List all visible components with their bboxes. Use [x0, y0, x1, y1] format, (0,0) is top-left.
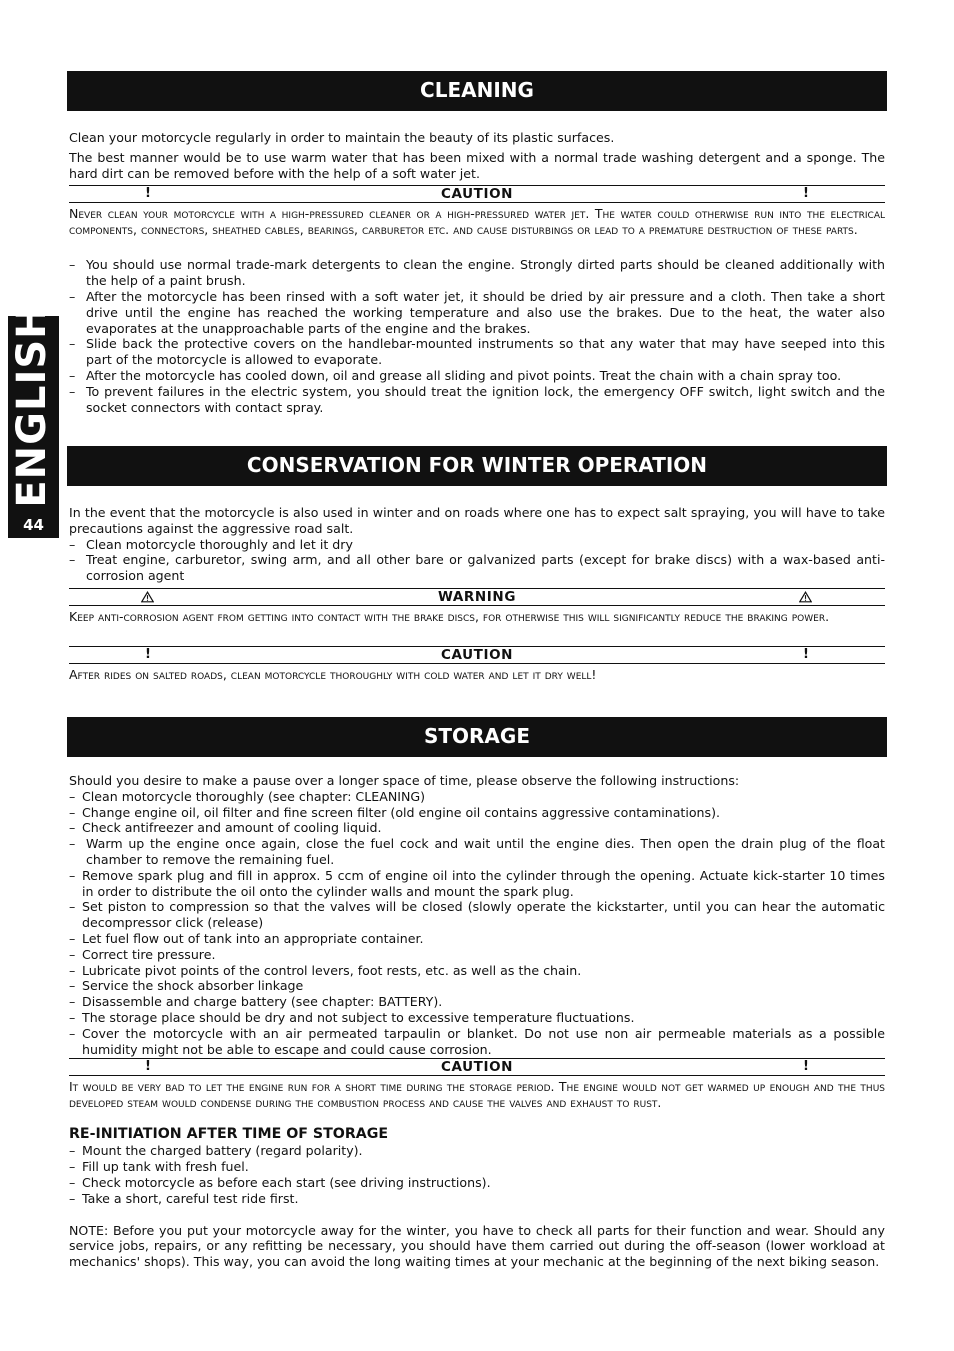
list-item: – Clean motorcycle thoroughly and let it dry [69, 537, 885, 553]
note-paragraph: NOTE: Before you put your motorcycle away for the winter, you have to check all parts for their function and wear. Should any service jobs, repairs, or any refitting be necessary, you should have them carried out during the off-season (lower workload at mechanics' shops). This way, you can avoid the long waiting times at your mechanic at the beginning of the next biking season. [69, 1222, 885, 1270]
winter-list [69, 537, 885, 584]
list-item: – Set piston to compression so that the valves will be closed (slowly operate the kickstarter, until you can hear the automatic decompressor click (release) [69, 899, 885, 931]
caution-bar [69, 646, 885, 664]
warning-triangle-icon [799, 591, 812, 603]
exclamation-icon: ! [145, 646, 151, 662]
paragraph: In the event that the motorcycle is also used in winter and on roads where one has to expect salt spraying, you will have to take precautions against the aggressive road salt. [69, 505, 885, 536]
caution-text: Never clean your motorcycle with a high-pressured cleaner or a high-pressured water jet. The water could otherwise run into the electrical components, connectors, sheathed cables, bearings, carburetor etc. and cause disturbings or lead to a premature destruction of these parts. [69, 206, 885, 238]
caution-bar [69, 1058, 885, 1076]
storage-section [69, 773, 885, 1270]
list-item: – Cover the motorcycle with an air permeated tarpaulin or blanket. Do not use non air permeable materials as a possible humidity might not be able to escape and could cause corrosion. [69, 1026, 885, 1058]
section-heading-storage: STORAGE [67, 717, 887, 757]
language-tab [8, 304, 59, 538]
warning-bar [69, 588, 885, 606]
list-item: – Remove spark plug and fill in approx. 5 ccm of engine oil into the cylinder through the opening. Actuate kick-starter 10 times in order to distribute the oil onto the cylinder walls and mount the spark plug. [69, 868, 885, 900]
list-item: – You should use normal trade-mark detergents to clean the engine. Strongly dirted parts should be cleaned additionally with the help of a paint brush. [69, 257, 885, 289]
language-label: ENGLISH [9, 304, 56, 508]
list-item: – Disassemble and charge battery (see chapter: BATTERY). [69, 994, 885, 1010]
caution-title: CAUTION [440, 1059, 514, 1076]
cleaning-list [69, 257, 885, 415]
exclamation-icon: ! [145, 186, 151, 202]
cleaning-section [69, 130, 885, 415]
exclamation-icon: ! [803, 186, 809, 202]
exclamation-icon: ! [145, 1059, 151, 1075]
list-item: – Mount the charged battery (regard polarity). [69, 1143, 885, 1159]
warning-triangle-icon [799, 589, 813, 603]
warning-text: Keep anti-corrosion agent from getting into contact with the brake discs, for otherwise this will significantly reduce the braking power. [69, 608, 830, 624]
list-item: – Check antifreezer and amount of cooling liquid. [69, 820, 885, 836]
winter-section [69, 505, 885, 683]
paragraph: The best manner would be to use warm water that has been mixed with a normal trade washing detergent and a sponge. The hard dirt can be removed before with the help of a soft water jet. [69, 149, 885, 181]
subheading-reinitiation: RE-INITIATION AFTER TIME OF STORAGE [69, 1126, 389, 1143]
paragraph: Should you desire to make a pause over a longer space of time, please observe the following instructions: [69, 773, 740, 788]
section-heading-cleaning: CLEANING [67, 71, 887, 111]
list-item: – After the motorcycle has cooled down, oil and grease all sliding and pivot points. Treat the chain with a chain spray too. [69, 368, 885, 384]
page-number: 44 [23, 516, 44, 534]
caution-title: CAUTION [440, 646, 514, 663]
paragraph: Clean your motorcycle regularly in order to maintain the beauty of its plastic surfaces. [69, 130, 615, 145]
section-heading-winter: CONSERVATION FOR WINTER OPERATION [67, 446, 887, 486]
list-item: – Warm up the engine once again, close the fuel cock and wait until the engine dies. Then open the drain plug of the float chamber to remove the remaining fuel. [69, 836, 885, 868]
caution-title: CAUTION [440, 186, 514, 203]
exclamation-icon: ! [803, 646, 809, 662]
list-item: – Check motorcycle as before each start (see driving instructions). [69, 1175, 885, 1191]
list-item: – Slide back the protective covers on the handlebar-mounted instruments so that any water that may have seeped into this part of the motorcycle is allowed to evaporate. [69, 336, 885, 368]
reinit-list [69, 1143, 885, 1206]
list-item: – Service the shock absorber linkage [69, 978, 885, 994]
list-item: – Correct tire pressure. [69, 947, 885, 963]
caution-bar [69, 185, 885, 203]
storage-list [69, 789, 885, 1058]
caution-text: It would be very bad to let the engine run for a short time during the storage period. The engine would not get warmed up enough and the thus developed steam would condense during the combustion process and cause the valves and exhaust to rust. [69, 1079, 885, 1111]
list-item: – The storage place should be dry and not subject to excessive temperature fluctuations. [69, 1010, 885, 1026]
list-item: – Let fuel flow out of tank into an appropriate container. [69, 931, 885, 947]
list-item: – Fill up tank with fresh fuel. [69, 1159, 885, 1175]
list-item: – Take a short, careful test ride first. [69, 1191, 885, 1207]
exclamation-icon: ! [803, 1059, 809, 1075]
warning-title: WARNING [437, 588, 517, 605]
list-item: – Treat engine, carburetor, swing arm, and all other bare or galvanized parts (except for brake discs) with a wax-based anti-corrosion agent [69, 552, 885, 584]
list-item: – Change engine oil, oil filter and fine screen filter (old engine oil contains aggressive contaminations). [69, 805, 885, 821]
caution-text: After rides on salted roads, clean motorcycle thoroughly with cold water and let it dry well! [69, 666, 597, 682]
list-item: – After the motorcycle has been rinsed with a soft water jet, it should be dried by air pressure and a cloth. Then take a short drive until the engine has reached the working temperature and also use the brakes. Due to the heat, the water also evaporates at the unapproachable parts of the engine and the brakes. [69, 289, 885, 336]
list-item: – Clean motorcycle thoroughly (see chapter: CLEANING) [69, 789, 885, 805]
list-item: – To prevent failures in the electric system, you should treat the ignition lock, the emergency OFF switch, light switch and the socket connectors with contact spray. [69, 384, 885, 416]
list-item: – Lubricate pivot points of the control levers, foot rests, etc. as well as the chain. [69, 963, 885, 979]
